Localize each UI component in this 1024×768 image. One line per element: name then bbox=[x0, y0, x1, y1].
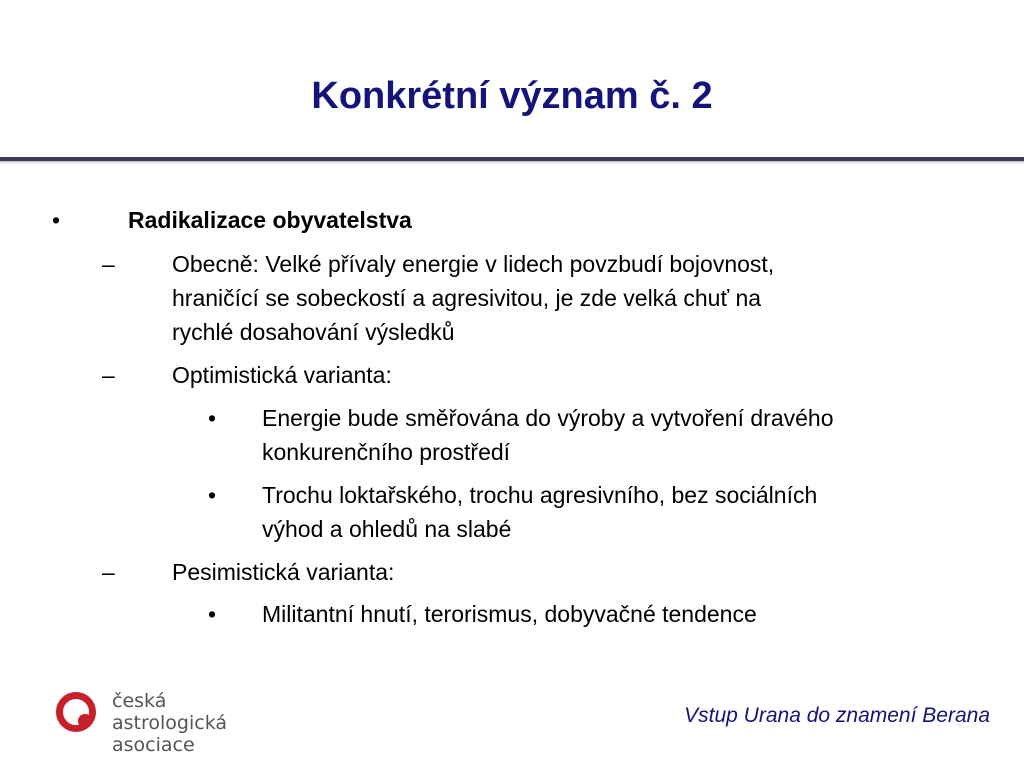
nested-item-line: Trochu loktařského, trochu agresivního, bez sociálních bbox=[262, 482, 818, 508]
title-divider-shadow bbox=[0, 161, 1024, 164]
logo-dot-icon bbox=[78, 714, 92, 728]
nested-item-line: konkurenčního prostředí bbox=[262, 439, 511, 465]
sub-item-line: Optimistická varianta: bbox=[172, 362, 392, 388]
sub-item-line: Pesimistická varianta: bbox=[172, 559, 395, 585]
sub-item-line: hraničící se sobeckostí a agresivitou, je zde velká chuť na bbox=[172, 285, 762, 311]
slide-footer: Vstup Urana do znamení Berana bbox=[684, 704, 990, 727]
bullet-marker: • bbox=[208, 405, 217, 431]
page-title: Konkrétní význam č. 2 bbox=[311, 75, 713, 117]
logo-text-line: česká astrologická bbox=[112, 690, 228, 734]
bullet-heading: Radikalizace obyvatelstva bbox=[128, 207, 412, 233]
logo-text bbox=[112, 690, 264, 756]
bullet-marker: • bbox=[52, 207, 61, 233]
nested-item-line: Militantní hnutí, terorismus, dobyvačné tendence bbox=[262, 601, 757, 627]
dash-marker: – bbox=[102, 362, 115, 388]
logo-text-line: asociace bbox=[112, 734, 195, 756]
bullet-marker: • bbox=[208, 601, 217, 627]
sub-item-line: rychlé dosahování výsledků bbox=[172, 319, 455, 345]
dash-marker: – bbox=[102, 559, 115, 585]
nested-item-line: Energie bude směřována do výroby a vytvoření dravého bbox=[262, 405, 834, 431]
sub-item-line: Obecně: Velké přívaly energie v lidech povzbudí bojovnost, bbox=[172, 251, 775, 277]
logo-ring-icon bbox=[56, 692, 96, 732]
organization-logo bbox=[54, 690, 264, 756]
bullet-marker: • bbox=[208, 482, 217, 508]
dash-marker: – bbox=[102, 251, 115, 277]
nested-item-line: výhod a ohledů na slabé bbox=[262, 516, 512, 542]
